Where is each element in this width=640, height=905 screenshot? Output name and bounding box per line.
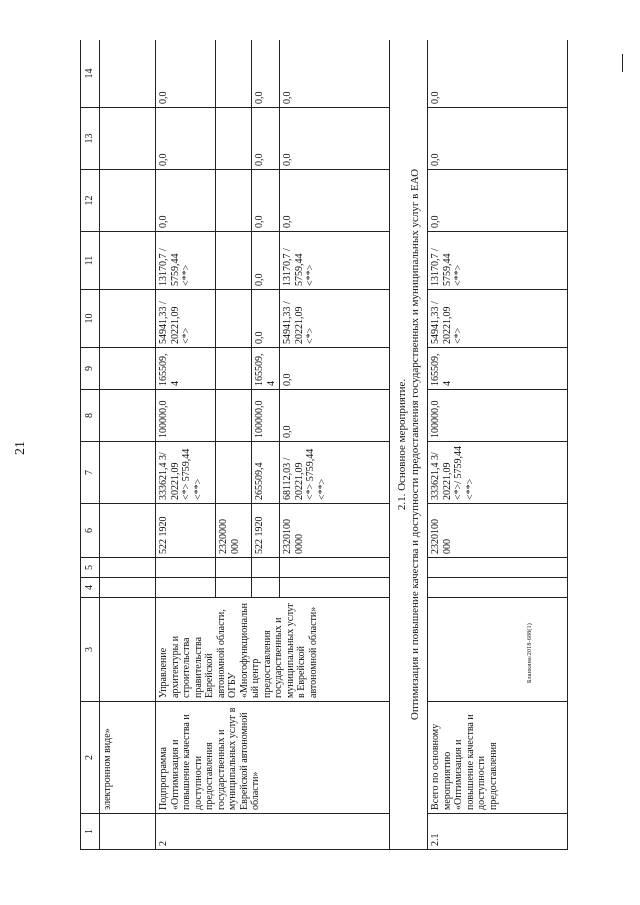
cell [428,598,568,702]
document-code: Бланкина/2018-688(1) [527,623,533,683]
table-row-main-activity [428,40,568,850]
col-header-7: 7 [81,442,100,504]
value-2023: 0,0 [156,108,216,170]
page-number: 21 [13,441,28,455]
header-row [81,40,100,850]
value-2022: 0,0 [428,170,568,232]
value-2019: 0,0 [280,348,390,390]
cell [100,390,156,442]
cell [100,598,156,702]
col-header-10: 10 [81,290,100,348]
cell [216,232,252,290]
cell [216,390,252,442]
responsible-executor: Управление архитектуры и строительства правительства Еврейской автономной области, ОГБУ «Многофункциональный центр предоставления государственных и муниципальных услуг в Еврейской автономной области» [156,598,390,702]
value-2018: 0,0 [280,390,390,442]
target-code: 2320000 000 [216,504,252,558]
cell [100,40,156,108]
value-2022: 0,0 [156,170,216,232]
value-2023: 0,0 [428,108,568,170]
cell [216,558,252,578]
cell [216,108,252,170]
value-2020: 54941,33 / 20221,09 <*> [280,290,390,348]
table-container [80,40,600,850]
table-row-continuation [100,40,156,850]
value-2018: 100000,0 [156,390,216,442]
cell [100,170,156,232]
value-2019: 165509,4 [428,348,568,390]
value-2024: 0,0 [280,40,390,108]
section-title-line-2: Оптимизация и повышение качества и доступности предоставления государственных и муниципальных услуг в ЕАО [408,168,421,721]
value-2021: 0,0 [252,232,280,290]
cell [216,348,252,390]
value-2018: 100000,0 [252,390,280,442]
cell [100,504,156,558]
value-2022: 0,0 [280,170,390,232]
cell [216,290,252,348]
col-header-13: 13 [81,108,100,170]
value-total: 265509,4 [252,442,280,504]
col-header-4: 4 [81,578,100,598]
cell [280,578,390,598]
cell [428,578,568,598]
target-code: 2320100 000 [428,504,568,558]
col-header-9: 9 [81,348,100,390]
subprogram-name: Подпрограмма «Оптимизация и повышение качества и доступности предоставления государственных и муниципальных услуг в Еврейской автономной области» [156,702,390,814]
activity-name: Всего по основному мероприятию «Оптимизация и повышение качества и доступности предоставления [428,702,568,814]
value-2022: 0,0 [252,170,280,232]
budget-code: 522 1920 [252,504,280,558]
value-2021: 13170,7 / 5759,44 <**> [280,232,390,290]
value-2024: 0,0 [156,40,216,108]
table-row-subprogram [156,40,216,850]
row-number: 2.1 [428,814,568,850]
cell [428,558,568,578]
rotated-table-sheet [80,40,600,850]
col-header-6: 6 [81,504,100,558]
col-header-11: 11 [81,232,100,290]
value-2024: 0,0 [252,40,280,108]
value-2019: 165509,4 [252,348,280,390]
value-2023: 0,0 [280,108,390,170]
value-2020: 54941,33 / 20221,09 <*> [156,290,216,348]
value-total: 333621,4 3/ 20221,09 <*> 5759,44 <**> [156,442,216,504]
value-2019: 165509,4 [156,348,216,390]
cell [100,290,156,348]
value-2021: 13170,7 / 5759,44 <**> [156,232,216,290]
cell [252,558,280,578]
value-2018: 100000,0 [428,390,568,442]
col-header-5: 5 [81,558,100,578]
cell [100,232,156,290]
value-2021: 13170,7 / 5759,44 <**> [428,232,568,290]
value-2020: 0,0 [252,290,280,348]
budget-table [80,40,568,850]
cell [100,442,156,504]
cell [216,442,252,504]
section-title [390,40,428,850]
section-title-line-1: 2.1. Основное мероприятие. [395,378,408,511]
col-header-1: 1 [81,814,100,850]
cell [100,578,156,598]
col-header-2: 2 [81,702,100,814]
col-header-14: 14 [81,40,100,108]
cell [216,578,252,598]
cell [156,578,216,598]
value-total: 68112,03 / 20221,09 <*> 5759,44 <**> [280,442,390,504]
cell [216,170,252,232]
value-2020: 54941,33 / 20221,09 <*> [428,290,568,348]
section-title-row [390,40,428,850]
value-total: 333621,4 3/ 20221,09 <*>/ 5759,44 <**> [428,442,568,504]
target-code: 2320100 0000 [280,504,390,558]
cell [216,40,252,108]
cell [100,558,156,578]
col-header-3: 3 [81,598,100,702]
cell [100,814,156,850]
cell [156,558,216,578]
row-number: 2 [156,814,390,850]
cell [100,348,156,390]
budget-code: 522 1920 [156,504,216,558]
edge-mark [622,54,623,72]
col-header-8: 8 [81,390,100,442]
value-2023: 0,0 [252,108,280,170]
cell-continuation-text: электронном виде» [100,702,156,814]
cell [100,108,156,170]
cell [252,578,280,598]
col-header-12: 12 [81,170,100,232]
value-2024: 0,0 [428,40,568,108]
cell [280,558,390,578]
